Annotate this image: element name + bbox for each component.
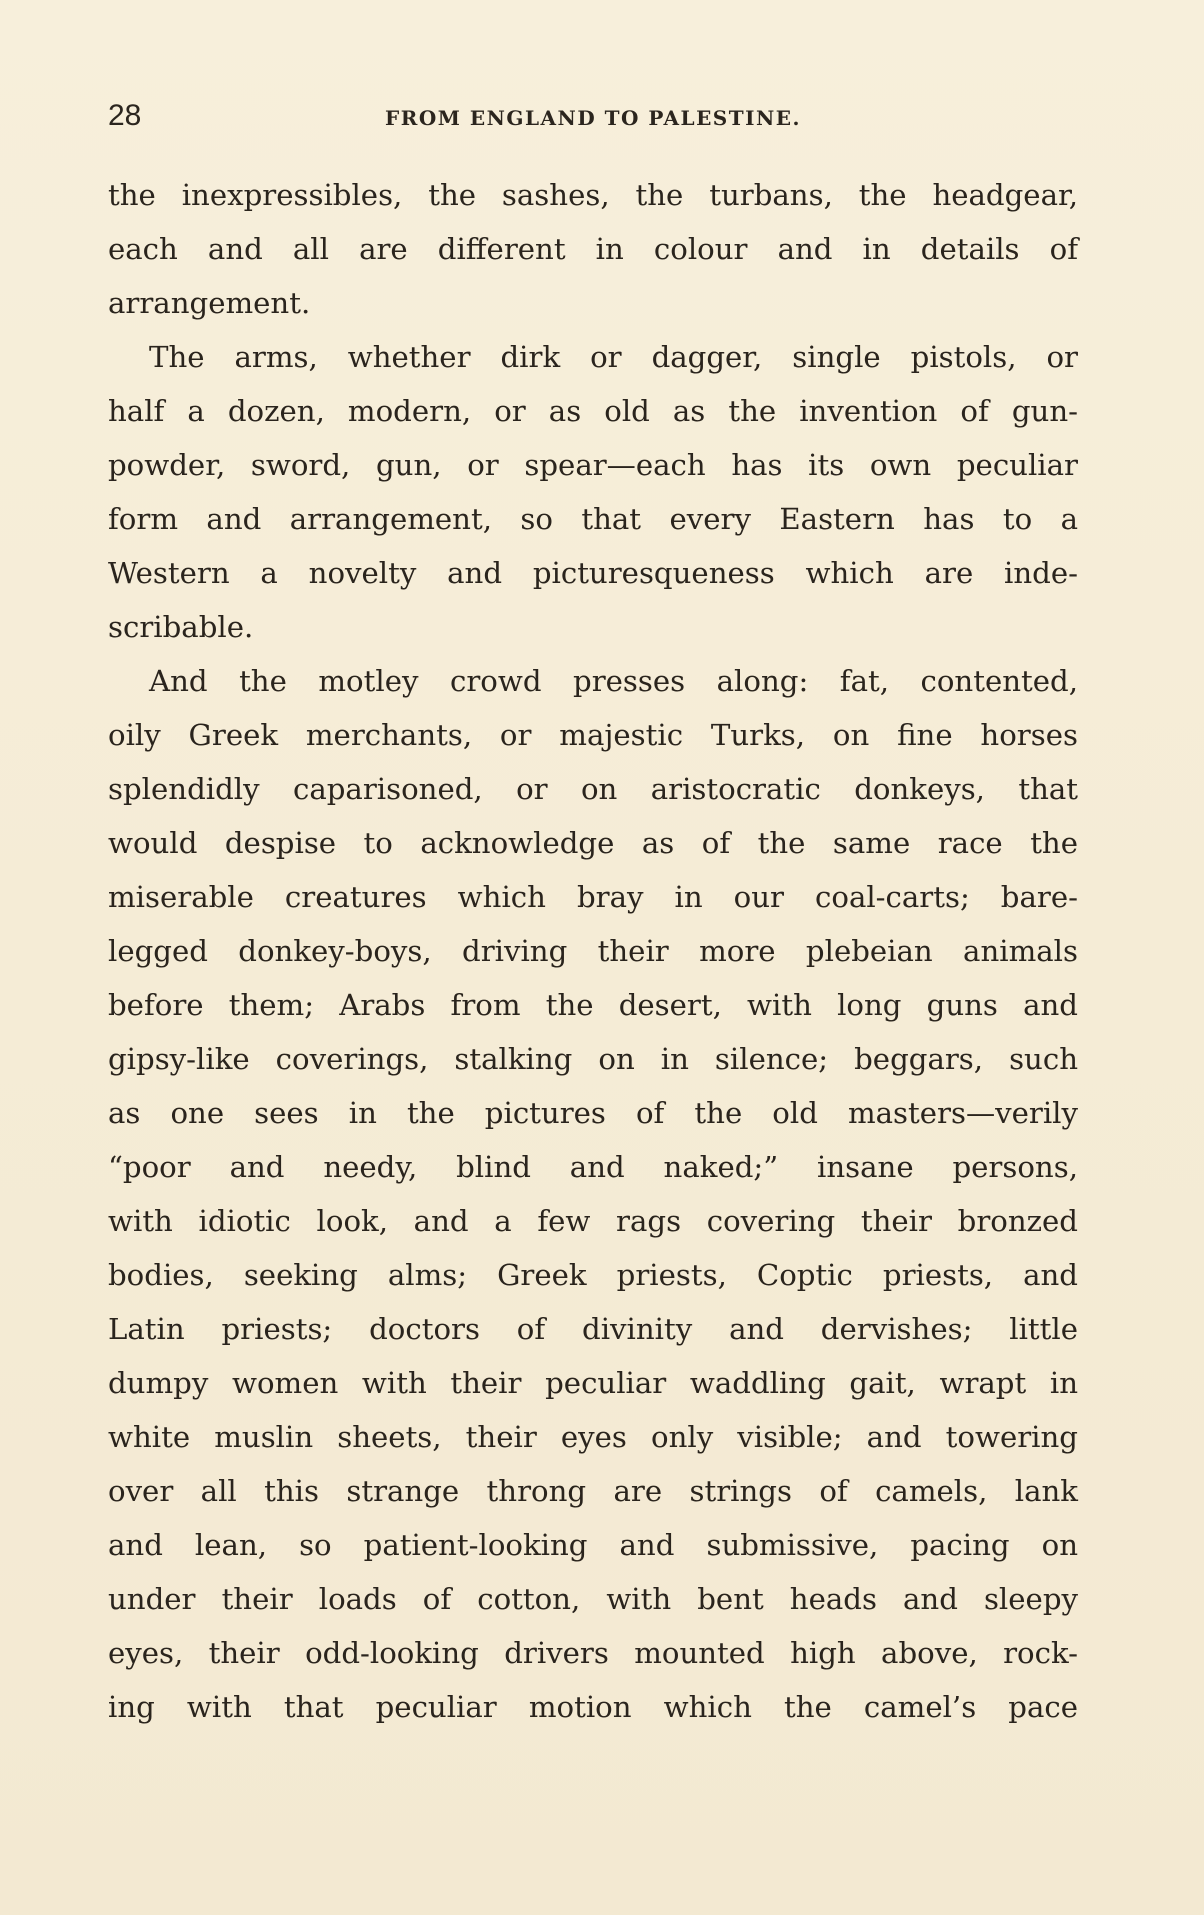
text-line: splendidly caparisoned, or on aristocratic donkeys, that bbox=[108, 772, 1078, 806]
text-line: the inexpressibles, the sashes, the turbans, the headgear, bbox=[108, 178, 1078, 212]
text-line: “poor and needy, blind and naked;” insane persons, bbox=[108, 1150, 1078, 1184]
text-line: each and all are different in colour and in details of bbox=[108, 232, 1078, 266]
text-line: eyes, their odd-looking drivers mounted high above, rock- bbox=[108, 1636, 1078, 1670]
text-line: white muslin sheets, their eyes only visible; and towering bbox=[108, 1420, 1078, 1454]
paragraph-end-line: scribable. bbox=[108, 610, 254, 644]
text-line: oily Greek merchants, or majestic Turks, on fine horses bbox=[108, 718, 1078, 752]
text-line: gipsy-like coverings, stalking on in silence; beggars, such bbox=[108, 1042, 1078, 1076]
text-line: miserable creatures which bray in our coal-carts; bare- bbox=[108, 880, 1078, 914]
text-line: half a dozen, modern, or as old as the invention of gun- bbox=[108, 394, 1078, 428]
paragraph-start-line: And the motley crowd presses along: fat, contented, bbox=[149, 664, 1078, 698]
text-line: with idiotic look, and a few rags covering their bronzed bbox=[108, 1204, 1078, 1238]
text-line: legged donkey-boys, driving their more plebeian animals bbox=[108, 934, 1078, 968]
running-title: FROM ENGLAND TO PALESTINE. bbox=[385, 106, 801, 130]
running-head bbox=[108, 96, 1078, 136]
text-line: as one sees in the pictures of the old masters—verily bbox=[108, 1096, 1078, 1130]
text-line: bodies, seeking alms; Greek priests, Coptic priests, and bbox=[108, 1258, 1078, 1292]
text-line: dumpy women with their peculiar waddling gait, wrapt in bbox=[108, 1366, 1078, 1400]
text-line: ing with that peculiar motion which the camel’s pace bbox=[108, 1690, 1078, 1724]
text-line: before them; Arabs from the desert, with long guns and bbox=[108, 988, 1078, 1022]
text-line: would despise to acknowledge as of the same race the bbox=[108, 826, 1078, 860]
paragraph-end-line: arrangement. bbox=[108, 286, 311, 320]
text-line: Latin priests; doctors of divinity and dervishes; little bbox=[108, 1312, 1078, 1346]
text-line: over all this strange throng are strings of camels, lank bbox=[108, 1474, 1078, 1508]
text-line: and lean, so patient-looking and submissive, pacing on bbox=[108, 1528, 1078, 1562]
paragraph-start-line: The arms, whether dirk or dagger, single pistols, or bbox=[149, 340, 1078, 374]
text-line: form and arrangement, so that every Eastern has to a bbox=[108, 502, 1078, 536]
text-line: under their loads of cotton, with bent heads and sleepy bbox=[108, 1582, 1078, 1616]
text-line: Western a novelty and picturesqueness which are inde- bbox=[108, 556, 1078, 590]
page-number: 28 bbox=[108, 99, 142, 132]
text-line: powder, sword, gun, or spear—each has its own peculiar bbox=[108, 448, 1078, 482]
body-text bbox=[108, 168, 1078, 1734]
